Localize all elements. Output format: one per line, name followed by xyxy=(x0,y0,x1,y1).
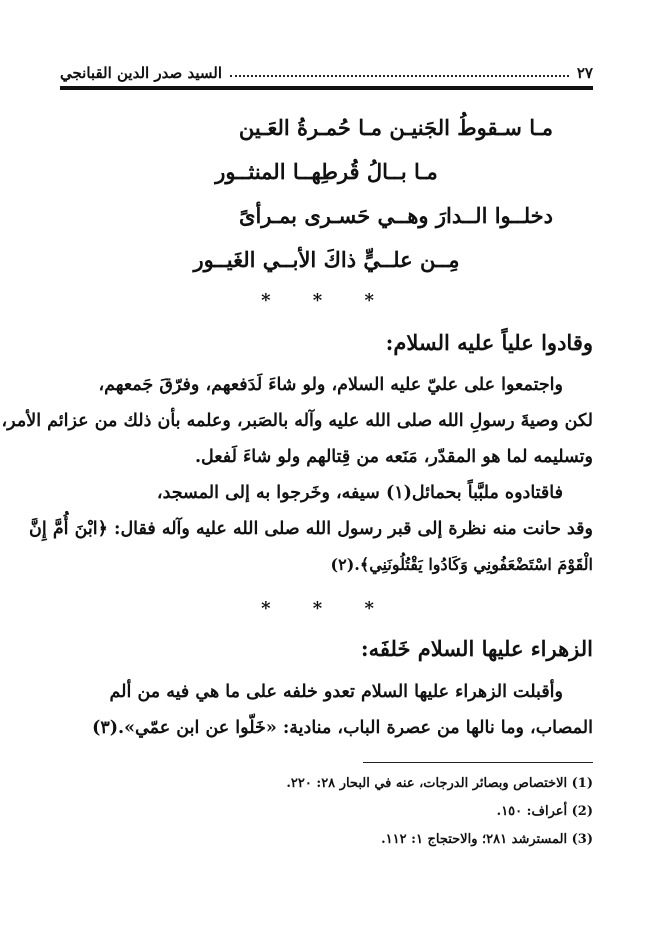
footnotes xyxy=(100,770,593,854)
running-title: السيد صدر الدين القبانجي xyxy=(60,64,223,82)
text-line: المصاب، وما نالها من عصرة الباب، منادية: «خَلّوا عن ابن عمّي».(٣) xyxy=(92,718,593,738)
poem-line: دخلــوا الــدارَ وهــي حَسـرى بمـرأىً xyxy=(239,203,553,228)
section-heading-zahra: الزهراء عليها السلام خَلفَه: xyxy=(360,636,593,661)
footnote: (2) أعراف: ١٥٠. xyxy=(496,804,593,819)
poem-line: مـا سـقوطُ الجَنيـن مـا حُمـرةُ العَـين xyxy=(238,115,553,140)
footnote: (3) المسترشد ٢٨١؛ والاحتجاج ١: ١١٢. xyxy=(381,832,593,847)
poem-stanza xyxy=(100,106,553,282)
section-heading-ali: وقادوا علياً عليه السلام: xyxy=(385,330,593,355)
text-line: لكن وصيةَ رسولِ الله صلى الله عليه وآله بالصَبر، وعلمه بأن ذلك من عزائم الأمر، xyxy=(1,411,593,431)
paragraph-zahra xyxy=(62,674,593,746)
text-line: فاقتادوه ملبَّباً بحمائل(١) سيفه، وخَرجوا به إلى المسجد، xyxy=(156,483,563,503)
poem-line: مِــن علــيٍّ ذاكَ الأبــي الغَيــور xyxy=(193,247,460,272)
section-separator: * * * xyxy=(261,598,392,619)
header-dot-leader xyxy=(230,75,569,77)
paragraph-ali xyxy=(1,367,593,583)
text-line: وقد حانت منه نظرة إلى قبر رسول الله صلى الله عليه وآله فقال: ﴿ابْنَ أُمَّ إِنَّ xyxy=(29,519,593,539)
text-line: وتسليمه لما هو المقدّر، مَنَعه من قِتالهم ولو شاءَ لَفعل. xyxy=(194,447,593,467)
header-rule xyxy=(60,86,593,90)
footnote: (1) الاختصاص وبصائر الدرجات، عنه في البحار ٢٨: ٢٢٠. xyxy=(286,776,593,791)
text-line: واجتمعوا على عليّ عليه السلام، ولو شاءَ لَدَفعهم، وفرّقَ جَمعهم، xyxy=(98,375,563,395)
section-separator: * * * xyxy=(261,290,392,311)
page-number: ٢٧ xyxy=(576,64,593,82)
running-header xyxy=(60,60,593,82)
footnote-rule xyxy=(363,762,593,763)
text-line: الْقَوْمَ اسْتَضْعَفُونِي وَكَادُوا يَقْتُلُونَنِي﴾.(٢) xyxy=(330,555,593,574)
text-line: وأقبلت الزهراء عليها السلام تعدو خلفه على ما هي فيه من ألم xyxy=(109,682,563,702)
poem-line: مـا بــالُ قُرطِهــا المنثــور xyxy=(215,159,438,184)
